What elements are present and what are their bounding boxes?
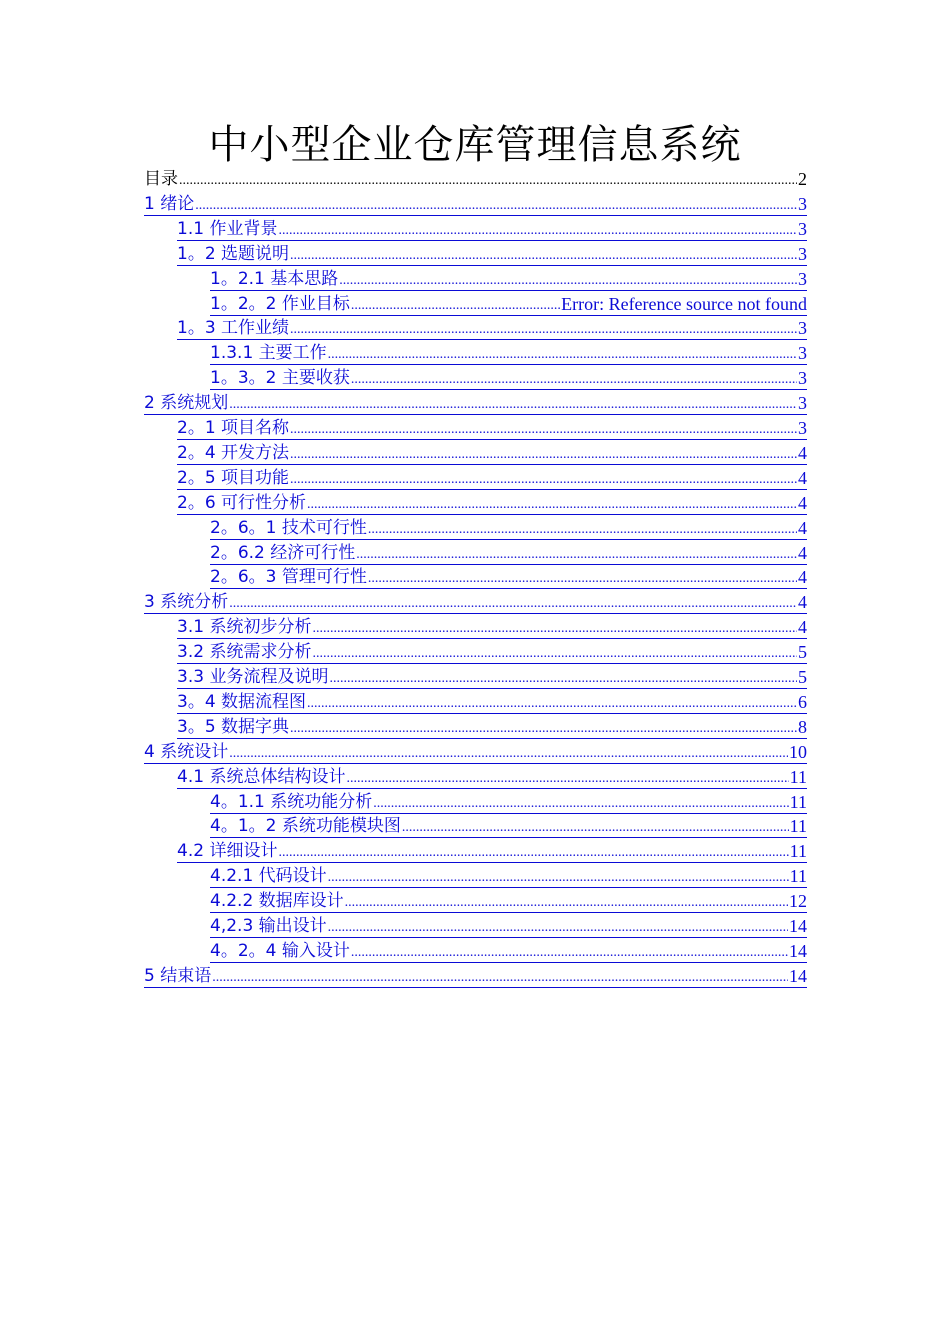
toc-entry-link[interactable] — [177, 241, 807, 266]
toc-entry-page-number: 14 — [789, 941, 807, 961]
toc-dot-leader — [328, 919, 788, 937]
toc-entry-label: 4.2.2 数据库设计 — [210, 891, 344, 911]
toc-entry-link[interactable] — [177, 714, 807, 739]
toc-entry-label: 4。1。2 系统功能模块图 — [210, 816, 401, 836]
toc-entry-label: 4 系统设计 — [144, 742, 229, 762]
toc-dot-leader — [351, 371, 797, 389]
toc-entry-link[interactable] — [144, 191, 807, 216]
toc-entry-label: 1.3.1 主要工作 — [210, 343, 327, 363]
toc-entry-label: 目录 — [144, 169, 178, 189]
toc-dot-leader — [345, 894, 788, 912]
toc-dot-leader — [368, 570, 797, 588]
toc-entry-link[interactable] — [210, 789, 807, 814]
toc-dot-leader — [179, 172, 797, 190]
toc-entry-label: 2。1 项目名称 — [177, 418, 290, 438]
toc-entry-page-number: 8 — [798, 717, 807, 737]
toc-entry-label: 3.1 系统初步分析 — [177, 617, 312, 637]
toc-entry-page-number: 3 — [798, 219, 807, 239]
toc-entry-page-number: 4 — [798, 468, 807, 488]
toc-dot-leader — [307, 496, 797, 514]
toc-entry-page-number: 11 — [789, 767, 807, 787]
toc-dot-leader — [278, 222, 797, 240]
toc-entry-page-number: 3 — [798, 343, 807, 363]
toc-entry-page-number: 14 — [789, 916, 807, 936]
toc-entry-link[interactable] — [144, 390, 807, 415]
toc-entry-label: 2。6 可行性分析 — [177, 493, 307, 513]
toc-dot-leader — [278, 844, 788, 862]
toc-entry-page-number: 4 — [798, 592, 807, 612]
toc-dot-leader — [290, 421, 797, 439]
toc-entry-label: 2。6。1 技术可行性 — [210, 518, 367, 538]
toc-entry-page-number: 11 — [789, 792, 807, 812]
toc-entry-page-number: 3 — [798, 318, 807, 338]
toc-entry-page-number: 4 — [798, 443, 807, 463]
toc-entry-link[interactable] — [177, 415, 807, 440]
toc-entry-link[interactable] — [210, 266, 807, 291]
toc-dot-leader — [290, 446, 797, 464]
toc-entry-label: 4.1 系统总体结构设计 — [177, 767, 346, 787]
toc-entry-page-number: 3 — [798, 393, 807, 413]
toc-entry-page-number: 2 — [798, 169, 807, 189]
toc-entry-label: 3 系统分析 — [144, 592, 229, 612]
toc-entry-link[interactable] — [144, 963, 807, 988]
toc-entry-page-number: 4 — [798, 567, 807, 587]
toc-entry-label: 4。1.1 系统功能分析 — [210, 792, 373, 812]
toc-dot-leader — [346, 770, 788, 788]
toc-dot-leader — [290, 720, 797, 738]
toc-entry-label: 4,2.3 输出设计 — [210, 916, 327, 936]
toc-entry-label: 1。2。2 作业目标 — [210, 294, 350, 314]
toc-dot-leader — [312, 620, 797, 638]
toc-entry-page-number: 11 — [789, 866, 807, 886]
toc-entry-page-number: 4 — [798, 518, 807, 538]
toc-entry-label: 4。2。4 输入设计 — [210, 941, 350, 961]
toc-entry-link[interactable] — [177, 315, 807, 340]
toc-entry-page-number: 3 — [798, 194, 807, 214]
toc-entry-label: 2。5 项目功能 — [177, 468, 290, 488]
toc-entry-page-number: 6 — [798, 692, 807, 712]
toc-dot-leader — [229, 396, 797, 414]
toc-entry-label: 1.1 作业背景 — [177, 219, 278, 239]
toc-entry-page-number: 5 — [798, 642, 807, 662]
toc-entry-link[interactable] — [210, 291, 807, 316]
toc-entry-page-number: Error: Reference source not found — [561, 294, 807, 314]
toc-entry-link[interactable] — [177, 614, 807, 639]
toc-entry-link[interactable] — [210, 564, 807, 589]
toc-entry-link[interactable] — [177, 689, 807, 714]
toc-entry-page-number: 11 — [789, 816, 807, 836]
toc-entry-link[interactable] — [177, 838, 807, 863]
toc-dot-leader — [402, 819, 789, 837]
toc-dot-leader — [328, 869, 789, 887]
toc-entry-page-number: 5 — [798, 667, 807, 687]
toc-entry-link[interactable] — [177, 465, 807, 490]
toc-entry-link[interactable] — [210, 340, 807, 365]
toc-entry-link[interactable] — [177, 490, 807, 515]
toc-entry-link[interactable] — [177, 216, 807, 241]
toc-entry-link[interactable] — [210, 938, 807, 963]
toc-entry-link[interactable] — [177, 639, 807, 664]
toc-entry — [144, 166, 807, 190]
toc-entry-link[interactable] — [144, 589, 807, 614]
toc-entry-link[interactable] — [177, 440, 807, 465]
toc-dot-leader — [212, 969, 788, 987]
toc-entry-page-number: 3 — [798, 418, 807, 438]
toc-entry-page-number: 3 — [798, 244, 807, 264]
toc-entry-label: 3.2 系统需求分析 — [177, 642, 312, 662]
toc-entry-label: 4.2 详细设计 — [177, 841, 278, 861]
toc-entry-page-number: 12 — [789, 891, 807, 911]
toc-entry-label: 3.3 业务流程及说明 — [177, 667, 329, 687]
toc-entry-label: 1。3 工作业绩 — [177, 318, 290, 338]
toc-dot-leader — [312, 645, 797, 663]
toc-entry-page-number: 11 — [789, 841, 807, 861]
toc-entry-link[interactable] — [144, 739, 807, 764]
toc-entry-label: 1 绪论 — [144, 194, 195, 214]
toc-entry-page-number: 4 — [798, 617, 807, 637]
toc-entry-link[interactable] — [210, 540, 807, 565]
toc-entry-label: 2。6.2 经济可行性 — [210, 543, 356, 563]
toc-entry-page-number: 10 — [789, 742, 807, 762]
toc-dot-leader — [328, 346, 797, 364]
toc-entry-page-number: 4 — [798, 493, 807, 513]
toc-dot-leader — [356, 546, 797, 564]
toc-entry-link[interactable] — [210, 863, 807, 888]
toc-dot-leader — [229, 745, 788, 763]
toc-entry-link[interactable] — [210, 888, 807, 913]
toc-entry-page-number: 14 — [789, 966, 807, 986]
toc-entry-link[interactable] — [210, 515, 807, 540]
toc-entry-label: 3。4 数据流程图 — [177, 692, 307, 712]
toc-dot-leader — [290, 247, 797, 265]
toc-dot-leader — [195, 197, 797, 215]
toc-entry-page-number: 3 — [798, 368, 807, 388]
page-title: 中小型企业仓库管理信息系统 — [208, 122, 742, 168]
toc-entry-link[interactable] — [177, 764, 807, 789]
toc-dot-leader — [290, 471, 797, 489]
toc-entry-label: 1。2 选题说明 — [177, 244, 290, 264]
toc-dot-leader — [368, 521, 797, 539]
toc-entry-page-number: 3 — [798, 269, 807, 289]
toc-dot-leader — [290, 321, 797, 339]
toc-entry-label: 1。2.1 基本思路 — [210, 269, 339, 289]
toc-entry-link[interactable] — [210, 365, 807, 390]
toc-entry-label: 1。3。2 主要收获 — [210, 368, 350, 388]
toc-dot-leader — [307, 695, 797, 713]
toc-dot-leader — [339, 272, 797, 290]
toc-entry-label: 5 结束语 — [144, 966, 212, 986]
toc-entry-label: 3。5 数据字典 — [177, 717, 290, 737]
toc-dot-leader — [351, 944, 788, 962]
toc-entry-label: 4.2.1 代码设计 — [210, 866, 327, 886]
toc-dot-leader — [329, 670, 797, 688]
toc-entry-link[interactable] — [210, 913, 807, 938]
toc-dot-leader — [229, 595, 797, 613]
toc-entry-label: 2 系统规划 — [144, 393, 229, 413]
toc-entry-label: 2。4 开发方法 — [177, 443, 290, 463]
toc-entry-label: 2。6。3 管理可行性 — [210, 567, 367, 587]
toc-dot-leader — [373, 795, 788, 813]
toc-dot-leader — [351, 297, 560, 315]
toc-entry-page-number: 4 — [798, 543, 807, 563]
toc-entry-link[interactable] — [177, 664, 807, 689]
toc-entry-link[interactable] — [210, 813, 807, 838]
